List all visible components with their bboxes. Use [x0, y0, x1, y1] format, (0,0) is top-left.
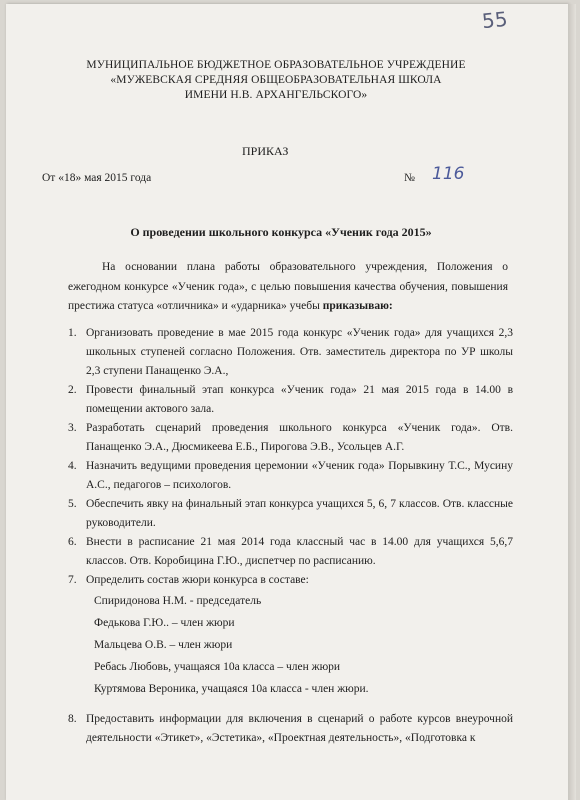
handwritten-page-number: 55 — [480, 6, 509, 34]
order-date: От «18» мая 2015 года — [42, 172, 152, 184]
item-text: Организовать проведение в мае 2015 года конкурс «Ученик года» для учащихся 2,3 школьных ступеней согласно Положения. Отв. заместитель директора по УР школы 2,3 ступени Панащенко Э.А., — [86, 327, 513, 377]
intro-paragraph — [68, 258, 508, 317]
jury-member: Ребась Любовь, учащаяся 10а класса – член жюри — [94, 661, 341, 673]
list-item — [68, 495, 513, 533]
item-text: Обеспечить явку на финальный этап конкурса учащихся 5, 6, 7 классов. Отв. классные руководители. — [86, 498, 513, 529]
intro-text: На основании плана работы образовательного учреждения, Положения о ежегодном конкурсе «Ученик года», с целью повышения качества обучения, повышения престижа статуса «отличника» и «ударника» учебы — [68, 261, 508, 312]
item-number: 8. — [68, 713, 77, 725]
item-text: Разработать сценарий проведения школьного конкурса «Ученик года». Отв. Панащенко Э.А., Дюсмикеева Е.Б., Пирогова Э.В., Усольцев А.Г. — [86, 422, 513, 453]
item-number: 7. — [68, 574, 77, 586]
list-item — [68, 457, 513, 495]
order-items — [68, 324, 513, 748]
jury-member: Федькова Г.Ю.. – член жюри — [94, 617, 235, 629]
organization-header — [46, 58, 506, 103]
document-page — [6, 4, 568, 800]
item-text: Внести в расписание 21 мая 2014 года классный час в 14.00 для учащихся 5,6,7 классов. Отв. Коробицина Г.Ю., диспетчер по расписанию. — [86, 536, 513, 567]
jury-member: Мальцева О.В. – член жюри — [94, 639, 233, 651]
list-item — [68, 324, 513, 381]
list-item — [68, 710, 513, 748]
header-line-3: ИМЕНИ Н.В. АРХАНГЕЛЬСКОГО» — [184, 89, 368, 101]
list-item — [68, 533, 513, 571]
order-title: О проведении школьного конкурса «Ученик года 2015» — [130, 225, 432, 239]
header-line-1: МУНИЦИПАЛЬНОЕ БЮДЖЕТНОЕ ОБРАЗОВАТЕЛЬНОЕ УЧРЕЖДЕНИЕ — [86, 59, 466, 71]
list-item — [68, 419, 513, 457]
item-text: Предоставить информации для включения в сценарий о работе курсов внеурочной деятельности «Этикет», «Эстетика», «Проектная деятельность», «Подготовка к — [86, 713, 513, 744]
order-number-handwritten: 116 — [432, 164, 465, 184]
intro-command: приказываю: — [322, 300, 393, 312]
jury-list — [94, 590, 513, 700]
list-item — [68, 571, 513, 590]
item-number: 6. — [68, 536, 77, 548]
item-text: Провести финальный этап конкурса «Ученик года» 21 мая 2015 года в 14.00 в помещении актового зала. — [86, 384, 513, 415]
document-type: ПРИКАЗ — [242, 144, 289, 158]
jury-member: Спиридонова Н.М. - председатель — [94, 595, 262, 607]
item-number: 2. — [68, 384, 77, 396]
list-item — [68, 381, 513, 419]
item-number: 5. — [68, 498, 77, 510]
item-number: 1. — [68, 327, 77, 339]
jury-member: Куртямова Вероника, учащаяся 10а класса - член жюри. — [94, 683, 369, 695]
item-text: Назначить ведущими проведения церемонии «Ученик года» Порывкину Т.С., Мусину А.С., педагогов – психологов. — [86, 460, 513, 491]
item-number: 3. — [68, 422, 77, 434]
order-number-label: № — [404, 172, 415, 184]
header-line-2: «МУЖЕВСКАЯ СРЕДНЯЯ ОБЩЕОБРАЗОВАТЕЛЬНАЯ ШКОЛА — [110, 74, 442, 86]
item-text: Определить состав жюри конкурса в составе: — [86, 574, 309, 586]
item-number: 4. — [68, 460, 77, 472]
